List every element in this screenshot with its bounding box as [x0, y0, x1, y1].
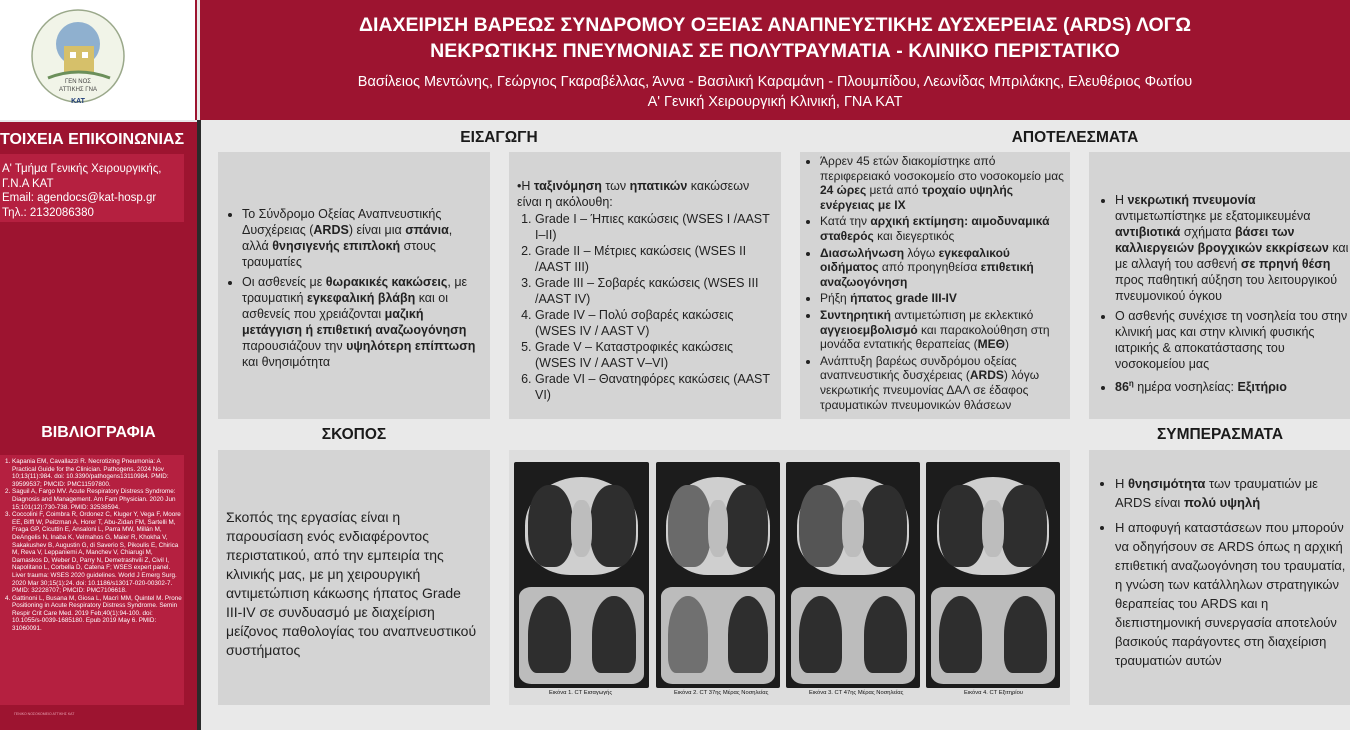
caption-2: Εικόνα 2. CT 37ης Μέρας Νοσηλείας	[674, 690, 769, 696]
title-line-1: ΔΙΑΧΕΙΡΙΣΗ ΒΑΡΕΩΣ ΣΥΝΔΡΟΜΟΥ ΟΞΕΙΑΣ ΑΝΑΠΝΕΥΣΤΙΚΗΣ ΔΥΣΧΕΡΕΙΑΣ (ARDS) ΛΟΓΩ	[359, 14, 1191, 36]
results-panel-right	[1089, 152, 1350, 419]
contact-line-2: Γ.Ν.Α ΚΑΤ	[2, 177, 54, 190]
contact-email: Email: agendocs@kat-hosp.gr	[2, 192, 157, 204]
results-list-2	[1097, 192, 1350, 395]
logo-area	[0, 0, 197, 120]
title-line-2: ΝΕΚΡΩΤΙΚΗΣ ΠΝΕΥΜΟΝΙΑΣ ΣΕ ΠΟΛΥΤΡΑΥΜΑΤΙΑ - ΚΛΙΝΙΚΟ ΠΕΡΙΣΤΑΤΙΚΟ	[430, 40, 1120, 62]
reference-list	[8, 458, 182, 633]
result-bullet-9: • $86^\eta$ ημέρα νοσηλείας: Εξιτήριο	[1115, 376, 1350, 395]
contact-phone: Τηλ.: 2132086380	[2, 206, 94, 219]
svg-text:ΓΕΝ ΝΟΣ: ΓΕΝ ΝΟΣ	[64, 79, 92, 85]
intro-bullet-2: • Οι ασθενείς με θωρακικές κακώσεις, με τραυματική εγκεφαλική βλάβη και οι ασθενείς που χρειάζονται μαζική μετάγγιση ή επιθετική αναζωογόνηση παρουσιάζουν την υψηλότερη επίπτωση και θνησιμότητα	[242, 274, 482, 370]
conclusions-panel	[1089, 450, 1350, 705]
result-bullet-4: • Ρήξη ήπατος grade III-IV	[820, 291, 1064, 306]
bibliography-box	[0, 455, 184, 705]
ct-image-1-coronal	[514, 583, 649, 688]
reference-item: 2. Saguil A, Fargo MV. Acute Respiratory Distress Syndrome: Diagnosis and Management. Am Fam Physician. 2020 Jun 15;101(12):730-738. PMID: 32538594.	[12, 488, 182, 511]
aim-heading: ΣΚΟΠΟΣ	[321, 426, 387, 443]
ct-image-4-axial	[926, 462, 1060, 587]
result-bullet-2: • Κατά την αρχική εκτίμηση: αιμοδυναμικά σταθερός και διεγερτικός	[820, 214, 1064, 243]
conclusions-heading: ΣΥΜΠΕΡΑΣΜΑΤΑ	[1156, 426, 1284, 443]
reference-item: 3. Coccolini F, Coimbra R, Ordonez C, Kluger Y, Vega F, Moore EE, Biffl W, Peitzman A, Horer T, Abu-Zidan FM, Sartelli M, Fraga GP, Cicuttin E, Ansaloni L, Parra MW, Millán M, DeAngelis N, Inaba K, Velmahos G, Maier R, Khokha V, Sakakushev B, Augustin G, di Saverio S, Pikoulis E, Chirica M, Reva V, Leppaniemi A, Manchev V, Chiarugi M, Damaskos D, Weber D, Parry N, Demetrashvili Z, Civil I, Napolitano L, Corbella D, Catena F; WSES expert panel. Liver trauma: WSES 2020 guidelines. World J Emerg Surg. 2020 Mar 30;15(1):24. doi: 10.1186/s13017-020-00302-7. PMID: 32228707; PMCID: PMC7106618.	[12, 511, 182, 595]
svg-text:ΚΑΤ: ΚΑΤ	[71, 98, 85, 105]
result-bullet-1: • Άρρεν 45 ετών διακομίστηκε από περιφερειακό νοσοκομείο στο νοσοκομείο μας 24 ώρες μετά από τροχαίο υψηλής ενέργειας με ΙΧ	[820, 154, 1064, 212]
contact-heading: ΤΟΙΧΕΙΑ ΕΠΙΚΟΙΝΩΝΙΑΣ	[0, 131, 185, 148]
grade-item: 2. Grade II – Μέτριες κακώσεις (WSES II /AAST III)	[535, 243, 773, 275]
intro-heading: ΕΙΣΑΓΩΓΗ	[460, 129, 538, 146]
classification-panel	[509, 152, 781, 419]
reference-item: 1. Kapania EM, Cavallazzi R. Necrotizing Pneumonia: A Practical Guide for the Clinician. Pathogens. 2024 Nov 10;13(11):984. doi: 10.3390/pathogens13110984. PMID: 39599537; PMCID: PMC11597800.	[12, 458, 182, 488]
aim-text: Σκοπός της εργασίας είναι η παρουσίαση ενός ενδιαφέροντος περιστατικού, από την εμπειρία της κλινικής μας, με μη χειρουργική αντιμετώπιση κάκωσης ήπατος Grade III-IV σε συνδυασμό με διαχείριση μείζονος παθολογίας του αναπνευστικού συστήματος	[226, 509, 477, 658]
ct-images-panel	[509, 450, 1070, 705]
ct-image-2-axial	[656, 462, 780, 587]
caption-3: Εικόνα 3. CT 47ης Μέρας Νοσηλείας	[809, 690, 904, 696]
grade-item: 4. Grade IV – Πολύ σοβαρές κακώσεις (WSES IV / AAST V)	[535, 307, 773, 339]
contact-line-1: Α' Τμήμα Γενικής Χειρουργικής,	[2, 163, 162, 175]
result-bullet-5: • Συντηρητική αντιμετώπιση με εκλεκτικό αγγειοεμβολισμό και παρακολούθηση στη μονάδα εντατικής θεραπείας (ΜΕΘ)	[820, 308, 1064, 352]
intro-list	[224, 206, 482, 370]
conclusions-list	[1097, 474, 1350, 670]
classification-intro: •Η ταξινόμηση των ηπατικών κακώσεων είναι η ακόλουθη:	[517, 179, 750, 209]
bibliography-heading: ΒΙΒΛΙΟΓΡΑΦΙΑ	[41, 424, 156, 441]
result-bullet-6: • Ανάπτυξη βαρέως συνδρόμου οξείας αναπνευστικής δυσχέρειας (ARDS) λόγω νεκρωτικής πνευμονίας ΔΑΛ σε έδαφος τραυματικών πνευμονικών θλάσεων	[820, 354, 1064, 412]
conclusion-bullet-2: • Η αποφυγή καταστάσεων που μπορούν να οδηγήσουν σε ARDS όπως η αρχική επιθετική αναζωογόνηση του τραυματία, η γνώση των κατάλληλων στρατηγικών θεραπείας του ARDS και η διεπιστημονική συνεργασία αποτελούν βασικούς παράγοντες στη διαχείριση τραυματιών αυτών	[1115, 518, 1350, 670]
conclusion-bullet-1: • Η θνησιμότητα των τραυματιών με ARDS είναι πολύ υψηλή	[1115, 474, 1350, 512]
reference-item: 4. Gattinoni L, Busana M, Giosa L, Macrì MM, Quintel M. Prone Positioning in Acute Respiratory Distress Syndrome. Semin Respir Crit Care Med. 2019 Feb;40(1):94-100. doi: 10.1055/s-0039-1685180. Epub 2019 May 6. PMID: 31060091.	[12, 595, 182, 633]
poster-header	[200, 0, 1350, 120]
caption-1: Εικόνα 1. CT Εισαγωγής	[549, 690, 613, 696]
results-list	[802, 154, 1064, 412]
caption-4: Εικόνα 4. CT Εξιτηρίου	[964, 690, 1023, 696]
contact-box	[0, 154, 184, 222]
grade-item: 3. Grade III – Σοβαρές κακώσεις (WSES III /AAST IV)	[535, 275, 773, 307]
poster-title	[220, 12, 1330, 64]
grade-list	[517, 211, 773, 403]
affiliation: Α' Γενική Χειρουργική Κλινική, ΓΝΑ ΚΑΤ	[647, 94, 903, 110]
grade-item: 6. Grade VI – Θανατηφόρες κακώσεις (AAST VI)	[535, 371, 773, 403]
ct-image-2-coronal	[656, 583, 780, 688]
aim-panel	[218, 450, 490, 705]
result-bullet-7: • Η νεκρωτική πνευμονία αντιμετωπίστηκε με εξατομικευμένα αντιβιοτικά σχήματα βάσει των καλλιεργειών βρογχικών εκκρίσεων και με αλλαγή του ασθενή σε πρηνή θέση προς παθητική αύξηση του λειτουργικού πνευμονικού όγκου	[1115, 192, 1350, 304]
ct-image-3-axial	[786, 462, 920, 587]
intro-panel	[218, 152, 490, 419]
result-bullet-8: • Ο ασθενής συνέχισε τη νοσηλεία του στην κλινική μας και στην κλινική φυσικής ιατρικής & αποκατάστασης του νοσοκομείου μας	[1115, 308, 1350, 372]
svg-text:ΑΤΤΙΚΗΣ ΓΝΑ: ΑΤΤΙΚΗΣ ΓΝΑ	[59, 87, 97, 93]
authors: Βασίλειος Μεντώνης, Γεώργιος Γκαραβέλλας, Άννα - Βασιλική Καραμάνη - Πλουμπίδου, Λεωνίδας Μπριλάκης, Ελευθέριος Φωτίου	[357, 74, 1193, 90]
authors-block	[220, 72, 1330, 112]
ct-image-1-axial	[514, 462, 649, 587]
hospital-logo	[28, 6, 148, 116]
result-bullet-3: • Διασωλήνωση λόγω εγκεφαλικού οιδήματος από προηγηθείσα επιθετική αναζωογόνηση	[820, 246, 1064, 290]
grade-item: 5. Grade V – Καταστροφικές κακώσεις (WSES IV / AAST V–VI)	[535, 339, 773, 371]
intro-bullet-1: • Το Σύνδρομο Οξείας Αναπνευστικής Δυσχέρειας (ARDS) είναι μια σπάνια, αλλά θνησιγενής επιπλοκή στους τραυματίες	[242, 206, 482, 270]
results-panel-left	[800, 152, 1070, 419]
divider	[197, 120, 201, 730]
ct-image-4-coronal	[926, 583, 1060, 688]
footer-note: ΓΕΝΙΚΟ ΝΟΣΟΚΟΜΕΙΟ ΑΤΤΙΚΗΣ ΚΑΤ	[14, 712, 75, 716]
ct-image-3-coronal	[786, 583, 920, 688]
grade-item: 1. Grade I – Ήπιες κακώσεις (WSES I /AAST I–II)	[535, 211, 773, 243]
results-heading: ΑΠΟΤΕΛΕΣΜΑΤΑ	[1011, 129, 1139, 146]
